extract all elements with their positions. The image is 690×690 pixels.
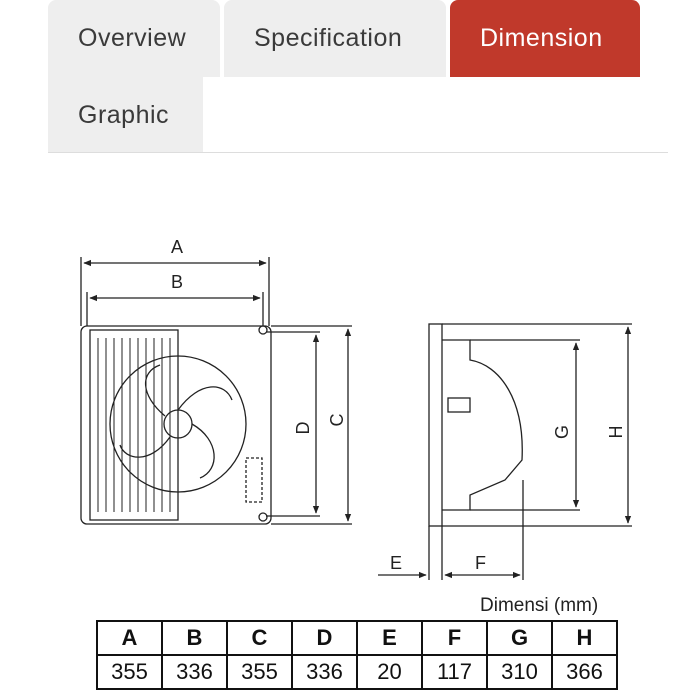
grille-bars	[98, 338, 170, 512]
dimension-table	[96, 620, 618, 690]
value-cell: 355	[227, 655, 292, 689]
label-e: E	[390, 553, 403, 573]
value-cell: 366	[552, 655, 617, 689]
header-cell: E	[357, 621, 422, 655]
blade-1	[178, 387, 232, 410]
value-cell: 336	[292, 655, 357, 689]
tab-dimension[interactable]	[450, 0, 640, 77]
blade-2	[192, 424, 214, 478]
mount-hole-bottom	[259, 513, 267, 521]
label-c: C	[327, 413, 347, 427]
header-cell: H	[552, 621, 617, 655]
side-panel	[429, 324, 442, 526]
tab-overview-label: Overview	[78, 24, 187, 52]
front-grille	[90, 330, 178, 520]
header-cell: G	[487, 621, 552, 655]
header-cell: F	[422, 621, 487, 655]
value-cell: 117	[422, 655, 487, 689]
label-d: D	[293, 421, 313, 435]
table-row	[97, 655, 617, 689]
value-cell: 310	[487, 655, 552, 689]
header-cell: A	[97, 621, 162, 655]
header-cell: C	[227, 621, 292, 655]
table-header-row	[97, 621, 617, 655]
side-motor	[442, 340, 522, 510]
label-g: G	[552, 424, 572, 440]
header-cell: B	[162, 621, 227, 655]
tab-graphic-label: Graphic	[78, 100, 170, 129]
table-caption: Dimensi (mm)	[480, 595, 599, 616]
tab-overview[interactable]	[48, 0, 220, 77]
tab-specification[interactable]	[224, 0, 446, 77]
tab-dimension-label: Dimension	[480, 24, 603, 52]
side-bracket	[448, 398, 470, 412]
tab-divider	[48, 152, 668, 153]
tab-specification-label: Specification	[254, 24, 403, 52]
mount-hole-top	[259, 326, 267, 334]
dimension-drawing	[0, 200, 690, 595]
label-a: A	[171, 237, 184, 257]
label-h: H	[606, 425, 626, 439]
header-cell: D	[292, 621, 357, 655]
label-b: B	[171, 272, 184, 292]
switch-box	[246, 458, 262, 502]
value-cell: 336	[162, 655, 227, 689]
label-f: F	[475, 553, 486, 573]
tab-graphic[interactable]	[48, 77, 203, 153]
value-cell: 355	[97, 655, 162, 689]
value-cell: 20	[357, 655, 422, 689]
